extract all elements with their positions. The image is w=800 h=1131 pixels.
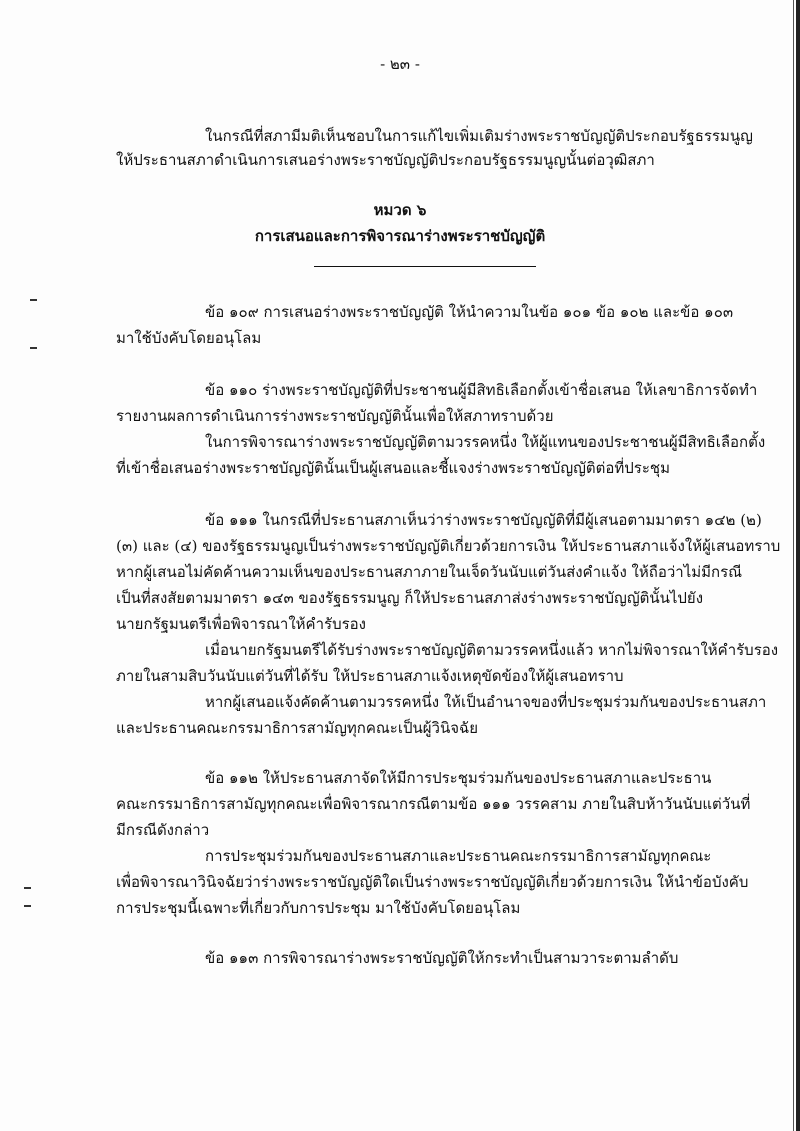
scan-mark: [30, 347, 37, 349]
clause-110-line: รายงานผลการดำเนินการร่างพระราชบัญญัตินั้นเพื่อให้สภาทราบด้วย: [116, 407, 554, 425]
chapter-heading: หมวด ๖: [373, 201, 427, 219]
clause-109-line: มาใช้บังคับโดยอนุโลม: [116, 329, 262, 347]
clause-111-line: (๓) และ (๔) ของรัฐธรรมนูญเป็นร่างพระราชบัญญัติเกี่ยวด้วยการเงิน ให้ประธานสภาแจ้งให้ผู้เสนอทราบ: [116, 537, 781, 555]
clause-111-line: ภายในสามสิบวันนับแต่วันที่ได้รับ ให้ประธานสภาแจ้งเหตุขัดข้องให้ผู้เสนอทราบ: [116, 667, 624, 685]
clause-110-line: ข้อ ๑๑๐ ร่างพระราชบัญญัติที่ประชาชนผู้มีสิทธิเลือกตั้งเข้าชื่อเสนอ ให้เลขาธิการจัดทำ: [205, 381, 758, 399]
clause-111-line: เมื่อนายกรัฐมนตรีได้รับร่างพระราชบัญญัติตามวรรคหนึ่งแล้ว หากไม่พิจารณาให้คำรับรอง: [205, 641, 779, 659]
clause-110-line: ที่เข้าชื่อเสนอร่างพระราชบัญญัตินั้นเป็นผู้เสนอและชี้แจงร่างพระราชบัญญัติต่อที่ประชุม: [116, 459, 670, 477]
paragraph-line: ให้ประธานสภาดำเนินการเสนอร่างพระราชบัญญัติประกอบรัฐธรรมนูญนั้นต่อวุฒิสภา: [116, 151, 655, 169]
heading-divider: [314, 266, 536, 267]
page-number: - ๒๓ -: [380, 55, 420, 73]
scan-mark: [24, 887, 31, 889]
clause-112-line: การประชุมร่วมกันของประธานสภาและประธานคณะกรรมาธิการสามัญทุกคณะ: [205, 847, 712, 865]
clause-112-line: การประชุมนี้เฉพาะที่เกี่ยวกับการประชุม มาใช้บังคับโดยอนุโลม: [116, 899, 521, 917]
scan-mark: [30, 299, 37, 301]
clause-112-line: เพื่อพิจารณาวินิจฉัยว่าร่างพระราชบัญญัติใดเป็นร่างพระราชบัญญัติเกี่ยวด้วยการเงิน ให้นำข้อบังคับ: [116, 873, 749, 891]
scan-mark: [24, 905, 31, 907]
clause-112-line: มีกรณีดังกล่าว: [116, 821, 210, 839]
clause-111-line: หากผู้เสนอแจ้งคัดค้านตามวรรคหนึ่ง ให้เป็นอำนาจของที่ประชุมร่วมกันของประธานสภา: [205, 693, 767, 711]
scan-edge: [796, 0, 800, 1131]
paragraph-line: ในกรณีที่สภามีมติเห็นชอบในการแก้ไขเพิ่มเติมร่างพระราชบัญญัติประกอบรัฐธรรมนูญ: [205, 127, 753, 145]
clause-111-line: ข้อ ๑๑๑ ในกรณีที่ประธานสภาเห็นว่าร่างพระราชบัญญัติที่มีผู้เสนอตามมาตรา ๑๔๒ (๒): [205, 511, 762, 529]
clause-111-line: และประธานคณะกรรมาธิการสามัญทุกคณะเป็นผู้วินิจฉัย: [116, 719, 478, 737]
clause-109-line: ข้อ ๑๐๙ การเสนอร่างพระราชบัญญัติ ให้นำความในข้อ ๑๐๑ ข้อ ๑๐๒ และข้อ ๑๐๓: [205, 303, 734, 321]
clause-111-line: เป็นที่สงสัยตามมาตรา ๑๔๓ ของรัฐธรรมนูญ ก็ให้ประธานสภาส่งร่างพระราชบัญญัตินั้นไปยัง: [116, 589, 704, 607]
clause-112-line: ข้อ ๑๑๒ ให้ประธานสภาจัดให้มีการประชุมร่วมกันของประธานสภาและประธาน: [205, 769, 712, 787]
scan-edge-line: [793, 0, 794, 1131]
clause-111-line: นายกรัฐมนตรีเพื่อพิจารณาให้คำรับรอง: [116, 615, 366, 633]
clause-113-line: ข้อ ๑๑๓ การพิจารณาร่างพระราชบัญญัติให้กระทำเป็นสามวาระตามลำดับ: [205, 949, 679, 967]
clause-111-line: หากผู้เสนอไม่คัดค้านความเห็นของประธานสภาภายในเจ็ดวันนับแต่วันส่งคำแจ้ง ให้ถือว่าไม่มีกรณี: [116, 563, 743, 581]
clause-112-line: คณะกรรมาธิการสามัญทุกคณะเพื่อพิจารณากรณีตามข้อ ๑๑๑ วรรคสาม ภายในสิบห้าวันนับแต่วันที่: [116, 795, 751, 813]
clause-110-line: ในการพิจารณาร่างพระราชบัญญัติตามวรรคหนึ่ง ให้ผู้แทนของประชาชนผู้มีสิทธิเลือกตั้ง: [205, 433, 766, 451]
chapter-title: การเสนอและการพิจารณาร่างพระราชบัญญัติ: [254, 227, 546, 245]
